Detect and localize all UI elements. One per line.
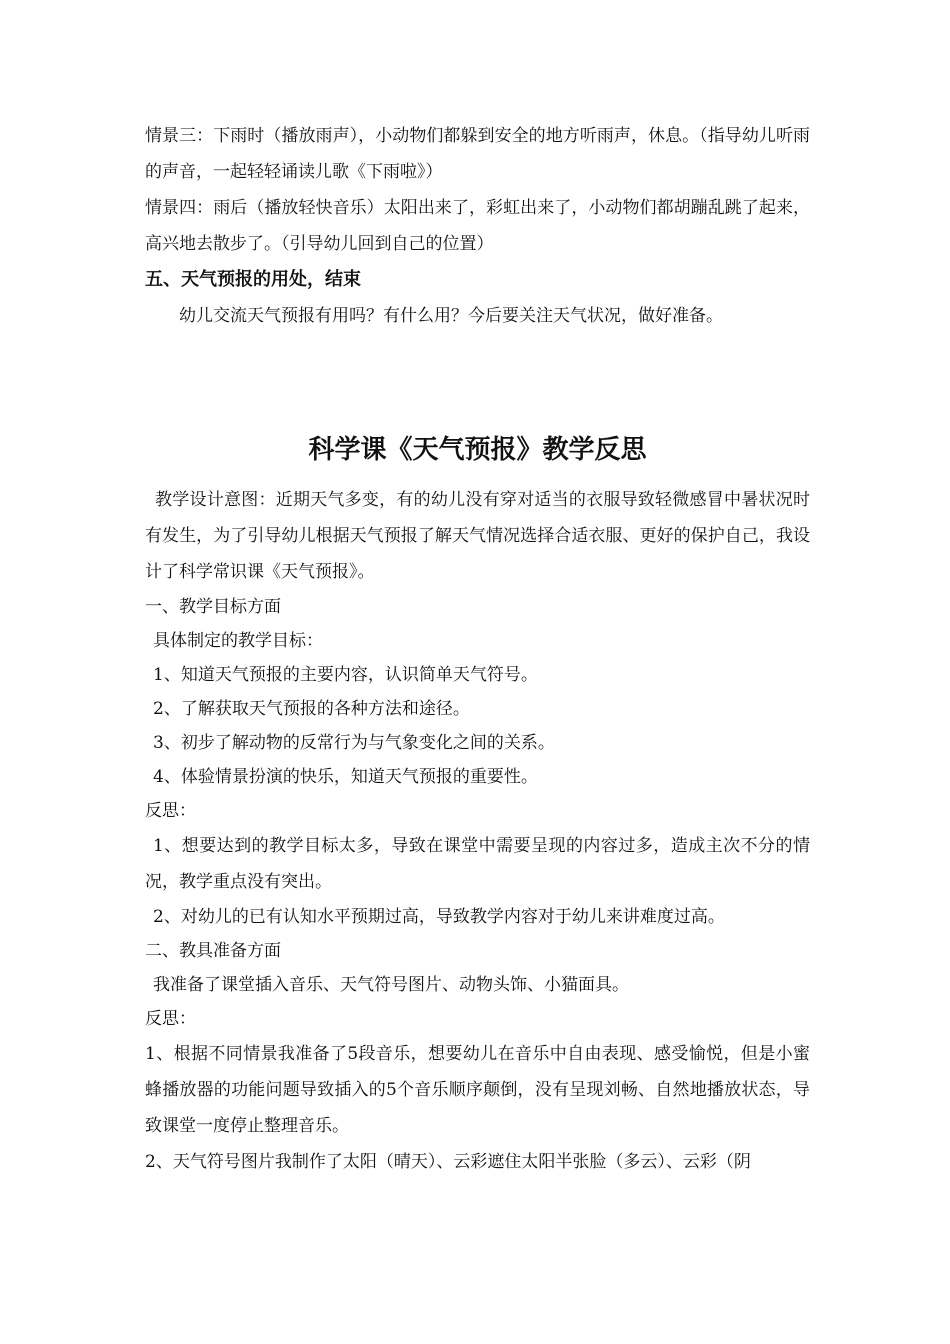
goal-item: 1、知道天气预报的主要内容，认识简单天气符号。 (153, 665, 538, 685)
part2-heading: 二、教具准备方面 (145, 941, 281, 961)
scene3-paragraph: 情景三：下雨时（播放雨声），小动物们都躲到安全的地方听雨声，休息。（指导幼儿听雨的声音，一起轻轻诵读儿歌《下雨啦》） (145, 126, 810, 182)
part1-heading: 一、教学目标方面 (145, 597, 281, 617)
reflect2-item: 2、天气符号图片我制作了太阳（晴天）、云彩遮住太阳半张脸（多云）、云彩（阴 (145, 1152, 751, 1172)
section5-heading: 五、天气预报的用处，结束 (145, 269, 361, 290)
reflect1-item: 2、对幼儿的已有认知水平预期过高，导致教学内容对于幼儿来讲难度过高。 (153, 907, 725, 927)
section5-paragraph: 幼儿交流天气预报有用吗？有什么用？今后要关注天气状况，做好准备。 (179, 306, 723, 326)
prep-paragraph: 我准备了课堂插入音乐、天气符号图片、动物头饰、小猫面具。 (153, 975, 629, 995)
reflect2-item: 1、根据不同情景我准备了5段音乐，想要幼儿在音乐中自由表现、感受愉悦，但是小蜜蜂播放器的功能问题导致插入的5个音乐顺序颠倒，没有呈现刘畅、自然地播放状态，导致课堂一度停止整理音乐。 (145, 1044, 810, 1136)
reflect1-item: 1、想要达到的教学目标太多，导致在课堂中需要呈现的内容过多，造成主次不分的情况，教学重点没有突出。 (145, 836, 810, 892)
reflect2-label: 反思： (145, 1009, 196, 1029)
goal-item: 2、了解获取天气预报的各种方法和途径。 (153, 699, 470, 719)
reflection-title: 科学课《天气预报》教学反思 (308, 435, 647, 465)
goals-intro: 具体制定的教学目标： (153, 631, 323, 651)
reflect1-label: 反思： (145, 801, 196, 821)
goal-item: 4、体验情景扮演的快乐，知道天气预报的重要性。 (153, 767, 538, 787)
scene4-paragraph: 情景四：雨后（播放轻快音乐）太阳出来了，彩虹出来了，小动物们都胡蹦乱跳了起来，高兴地去散步了。（引导幼儿回到自己的位置） (145, 198, 810, 254)
goal-item: 3、初步了解动物的反常行为与气象变化之间的关系。 (153, 733, 555, 753)
design-intent-paragraph: 教学设计意图：近期天气多变，有的幼儿没有穿对适当的衣服导致轻微感冒中暑状况时有发生，为了引导幼儿根据天气预报了解天气情况选择合适衣服、更好的保护自己，我设计了科学常识课《天气预报》。 (145, 490, 810, 582)
document-body (145, 118, 810, 1180)
